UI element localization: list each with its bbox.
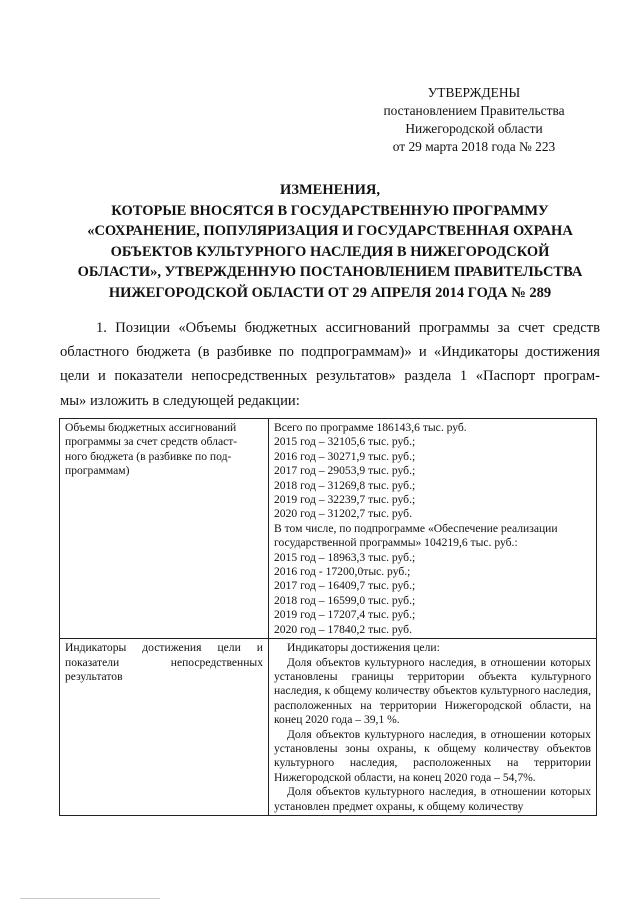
- cell-line: Объемы бюджетных ассигнований: [65, 421, 237, 434]
- subprogram-line: В том числе, по подпрограмме «Обеспечение реализации: [274, 521, 558, 535]
- title-line: ОБЪЕКТОВ КУЛЬТУРНОГО НАСЛЕДИЯ В НИЖЕГОРОДСКОЙ: [110, 243, 550, 260]
- table-row: [60, 419, 597, 639]
- approval-stamp: [356, 84, 592, 156]
- subprogram-year: 2017 год – 16409,7 тыс. руб.;: [274, 579, 416, 593]
- indicator-paragraph: Доля объектов культурного наследия, в отношении которых установлены границы территории объекта культурного наследия, к общему количеству объектов культурного наследия, расположенных на территории Нижегородской области, на конец 2020 года – 39,1 %.: [274, 655, 591, 727]
- subprogram-year: 2020 год – 17840,2 тыс. руб.: [274, 622, 412, 636]
- approval-heading: УТВЕРЖДЕНЫ: [427, 85, 521, 100]
- title-line: КОТОРЫЕ ВНОСЯТСЯ В ГОСУДАРСТВЕННУЮ ПРОГРАММУ: [111, 202, 549, 219]
- budget-year: 2018 год – 31269,8 тыс. руб.;: [274, 478, 416, 492]
- intro-paragraph: [60, 316, 600, 413]
- budget-year: 2019 год – 32239,7 тыс. руб.;: [274, 493, 416, 507]
- table-cell-label: [60, 419, 269, 639]
- subprogram-line: государственной программы» 104219,6 тыс. руб.:: [274, 536, 518, 550]
- intro-line: 1. Позиции «Объемы бюджетных ассигнований программы за счет средств: [96, 320, 600, 336]
- title-line: НИЖЕГОРОДСКОЙ ОБЛАСТИ ОТ 29 АПРЕЛЯ 2014 ГОДА № 289: [108, 284, 552, 301]
- subprogram-year: 2019 год – 17207,4 тыс. руб.;: [274, 608, 416, 622]
- intro-line: цели и показатели непосредственных результатов» раздела 1 «Паспорт програм-: [60, 368, 600, 385]
- approval-line: Нижегородской области: [405, 121, 543, 136]
- budget-year: 2015 год – 32105,6 тыс. руб.;: [274, 435, 416, 449]
- passport-table: [59, 418, 597, 816]
- title-line: ИЗМЕНЕНИЯ,: [280, 182, 380, 198]
- indicator-paragraph: Доля объектов культурного наследия, в отношении которых установлены зоны охраны, к общему количеству объектов культурного наследия, расположенных на территории Нижегородской области, на конец 2020 года – 54,7%.: [274, 727, 591, 784]
- indicators-heading: Индикаторы достижения цели:: [287, 641, 440, 655]
- budget-year: 2016 год – 30271,9 тыс. руб.;: [274, 449, 416, 463]
- table-cell-value: [269, 639, 597, 816]
- scan-artifact: [20, 898, 160, 899]
- title-line: ОБЛАСТИ», УТВЕРЖДЕННУЮ ПОСТАНОВЛЕНИЕМ ПРАВИТЕЛЬСТВА: [77, 264, 583, 281]
- approval-date: от 29 марта 2018 года № 223: [392, 139, 556, 154]
- subprogram-year: 2015 год – 18963,3 тыс. руб.;: [274, 550, 416, 564]
- intro-line: мы» изложить в следующей редакции:: [60, 392, 300, 409]
- cell-line: ного бюджета (в разбивке по под-: [65, 449, 232, 463]
- subprogram-year: 2018 год – 16599,0 тыс. руб.;: [274, 593, 416, 607]
- document-title: [56, 180, 604, 304]
- table-cell-label: Индикаторы достижения цели и показатели непосредственных результатов: [60, 639, 269, 816]
- intro-line: областного бюджета (в разбивке по подпрограммам)» и «Индикаторы достижения: [60, 344, 600, 361]
- indicator-paragraph: Доля объектов культурного наследия, в отношении которых установлен предмет охраны, к общему количеству: [274, 785, 591, 813]
- budget-year: 2017 год – 29053,9 тыс. руб.;: [274, 464, 416, 478]
- cell-line: программы за счет средств област-: [65, 435, 238, 449]
- approval-line: постановлением Правительства: [383, 103, 565, 118]
- table-cell-value: [269, 419, 597, 639]
- title-line: «СОХРАНЕНИЕ, ПОПУЛЯРИЗАЦИЯ И ГОСУДАРСТВЕННАЯ ОХРАНА: [87, 223, 573, 240]
- cell-line: программам): [65, 464, 130, 478]
- budget-year: 2020 год – 31202,7 тыс. руб.: [274, 507, 412, 521]
- budget-total: Всего по программе 186143,6 тыс. руб.: [274, 421, 467, 434]
- table-row: [60, 639, 597, 816]
- subprogram-year: 2016 год - 17200,0тыс. руб.;: [274, 565, 411, 579]
